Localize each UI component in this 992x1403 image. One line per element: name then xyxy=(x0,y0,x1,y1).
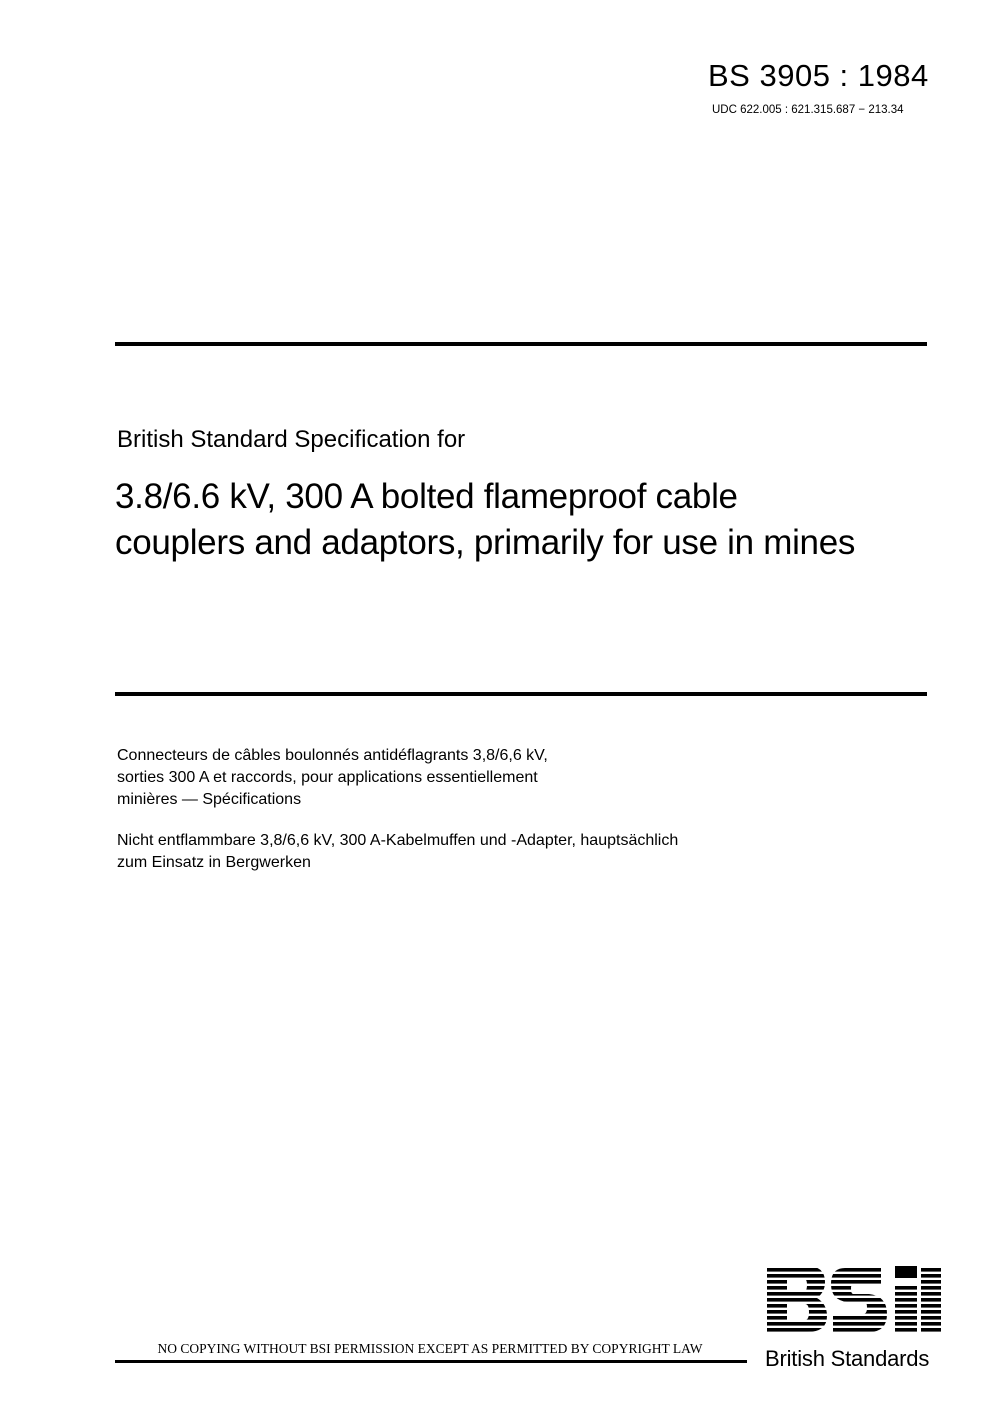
bsi-logo xyxy=(763,1262,945,1336)
title-line: 3.8/6.6 kV, 300 A bolted flameproof cable xyxy=(115,477,738,516)
french-title-line: Connecteurs de câbles boulonnés antidéflagrants 3,8/6,6 kV, xyxy=(117,747,548,764)
standard-number: BS 3905 : 1984 xyxy=(708,58,929,93)
german-title xyxy=(117,830,678,874)
document-title xyxy=(115,474,855,566)
title-line: couplers and adaptors, primarily for use in mines xyxy=(115,523,856,562)
copyright-notice: NO COPYING WITHOUT BSI PERMISSION EXCEPT AS PERMITTED BY COPYRIGHT LAW xyxy=(157,1341,703,1356)
german-title-line: Nicht entflammbare 3,8/6,6 kV, 300 A-Kabelmuffen und -Adapter, hauptsächlich xyxy=(117,832,679,849)
brand-name: British Standards xyxy=(765,1346,930,1371)
french-title-line: sorties 300 A et raccords, pour applications essentiellement xyxy=(117,769,538,786)
top-divider xyxy=(115,342,927,346)
french-title xyxy=(117,745,548,811)
udc-classification: UDC 622.005 : 621.315.687 − 213.34 xyxy=(712,104,904,116)
middle-divider xyxy=(115,692,927,696)
title-prefix: British Standard Specification for xyxy=(117,426,466,453)
copyright-underline xyxy=(115,1360,747,1363)
german-title-line: zum Einsatz in Bergwerken xyxy=(117,854,311,871)
french-title-line: minières — Spécifications xyxy=(117,791,302,808)
